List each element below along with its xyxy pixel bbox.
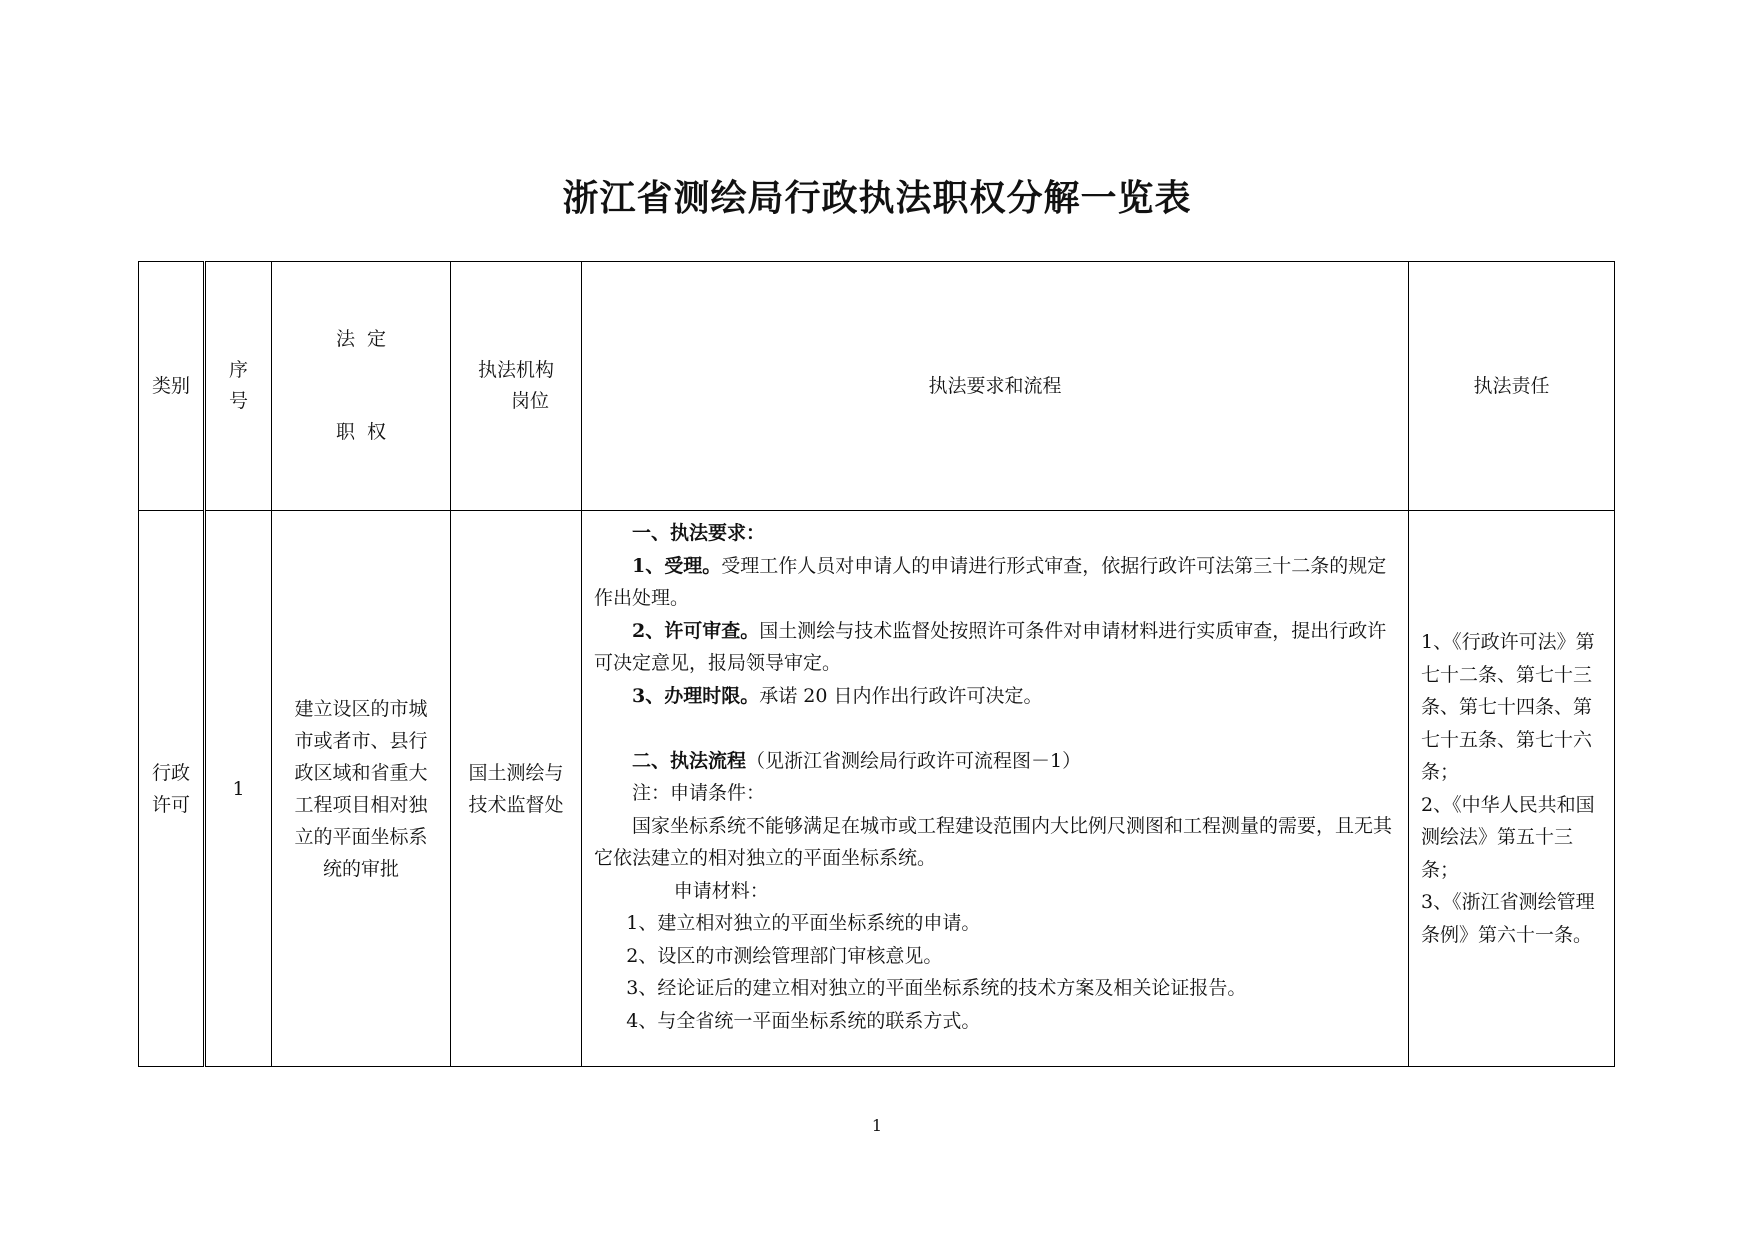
item3-label: 3、办理时限。 [632, 684, 760, 707]
material-item-2: 2、设区的市测绘管理部门审核意见。 [626, 944, 943, 967]
table-row [139, 511, 1615, 1067]
page-number: 1 [871, 1116, 883, 1135]
cell-seq: 1 [205, 511, 272, 1067]
category-line2: 许可 [151, 793, 190, 816]
responsibility-item-1: 1、《行政许可法》第七十二条、第七十三条、第七十四条、第七十五条、第七十六条； [1421, 631, 1595, 783]
category-line1: 行政 [151, 761, 190, 784]
flow-note: （见浙江省测绘局行政许可流程图－1） [746, 749, 1082, 772]
cell-category [139, 511, 205, 1067]
material-item-3: 3、经论证后的建立相对独立的平面坐标系统的技术方案及相关论证报告。 [626, 977, 1247, 999]
item2-text: 国土测绘与技术监督处按照许可条件对申请材料进行实质审查，提出行政许可决定意见，报局领导审定。 [594, 619, 1387, 674]
header-agency [451, 262, 582, 511]
item1-label: 1、受理。 [632, 554, 722, 577]
condition-text: 国家坐标系统不能够满足在城市或工程建设范围内大比例尺测图和工程测量的需要，且无其它依法建立的相对独立的平面坐标系统。 [594, 814, 1393, 869]
materials-heading: 申请材料： [673, 879, 769, 902]
responsibility-item-3: 3、《浙江省测绘管理条例》第六十一条。 [1421, 891, 1595, 946]
header-category: 类别 [139, 262, 205, 511]
header-agency-line1: 执法机构 [477, 359, 554, 381]
header-seq [205, 262, 272, 511]
cell-process [582, 511, 1409, 1067]
requirement-item-1 [594, 550, 1400, 615]
item2-label: 2、许可审查。 [632, 619, 760, 642]
header-authority-line1: 法 定 [335, 328, 387, 350]
spacer [594, 712, 1400, 745]
cell-responsibility [1409, 511, 1615, 1067]
material-item-1: 1、建立相对独立的平面坐标系统的申请。 [626, 912, 981, 934]
cell-authority: 建立设区的市城市或者市、县行政区域和省重大工程项目相对独立的平面坐标系统的审批 [272, 511, 451, 1067]
material-item-4: 4、与全省统一平面坐标系统的联系方式。 [626, 1009, 981, 1032]
authority-table [138, 261, 1615, 1067]
header-process: 执法要求和流程 [582, 262, 1409, 511]
cell-agency: 国土测绘与技术监督处 [451, 511, 582, 1067]
responsibility-item-2: 2、《中华人民共和国测绘法》第五十三条； [1421, 793, 1595, 881]
item1-text: 受理工作人员对申请人的申请进行形式审查，依据行政许可法第三十二条的规定作出处理。 [594, 554, 1387, 609]
table-header-row [139, 262, 1615, 511]
header-authority-line2: 职 权 [335, 421, 387, 443]
requirements-heading: 一、执法要求： [632, 522, 766, 544]
requirement-item-2 [594, 615, 1400, 680]
note-line: 注：申请条件： [632, 782, 766, 804]
item3-text: 承诺 20 日内作出行政许可决定。 [759, 684, 1043, 707]
header-responsibility: 执法责任 [1409, 262, 1615, 511]
header-authority [272, 262, 451, 511]
header-seq-line2: 号 [228, 390, 248, 412]
page-title: 浙江省测绘局行政执法职权分解一览表 [562, 177, 1192, 219]
flow-heading: 二、执法流程 [632, 749, 747, 772]
requirement-item-3 [594, 680, 1400, 713]
flow-heading-line [594, 745, 1400, 778]
header-agency-line2: 岗位 [510, 390, 549, 412]
header-seq-line1: 序 [228, 359, 248, 381]
